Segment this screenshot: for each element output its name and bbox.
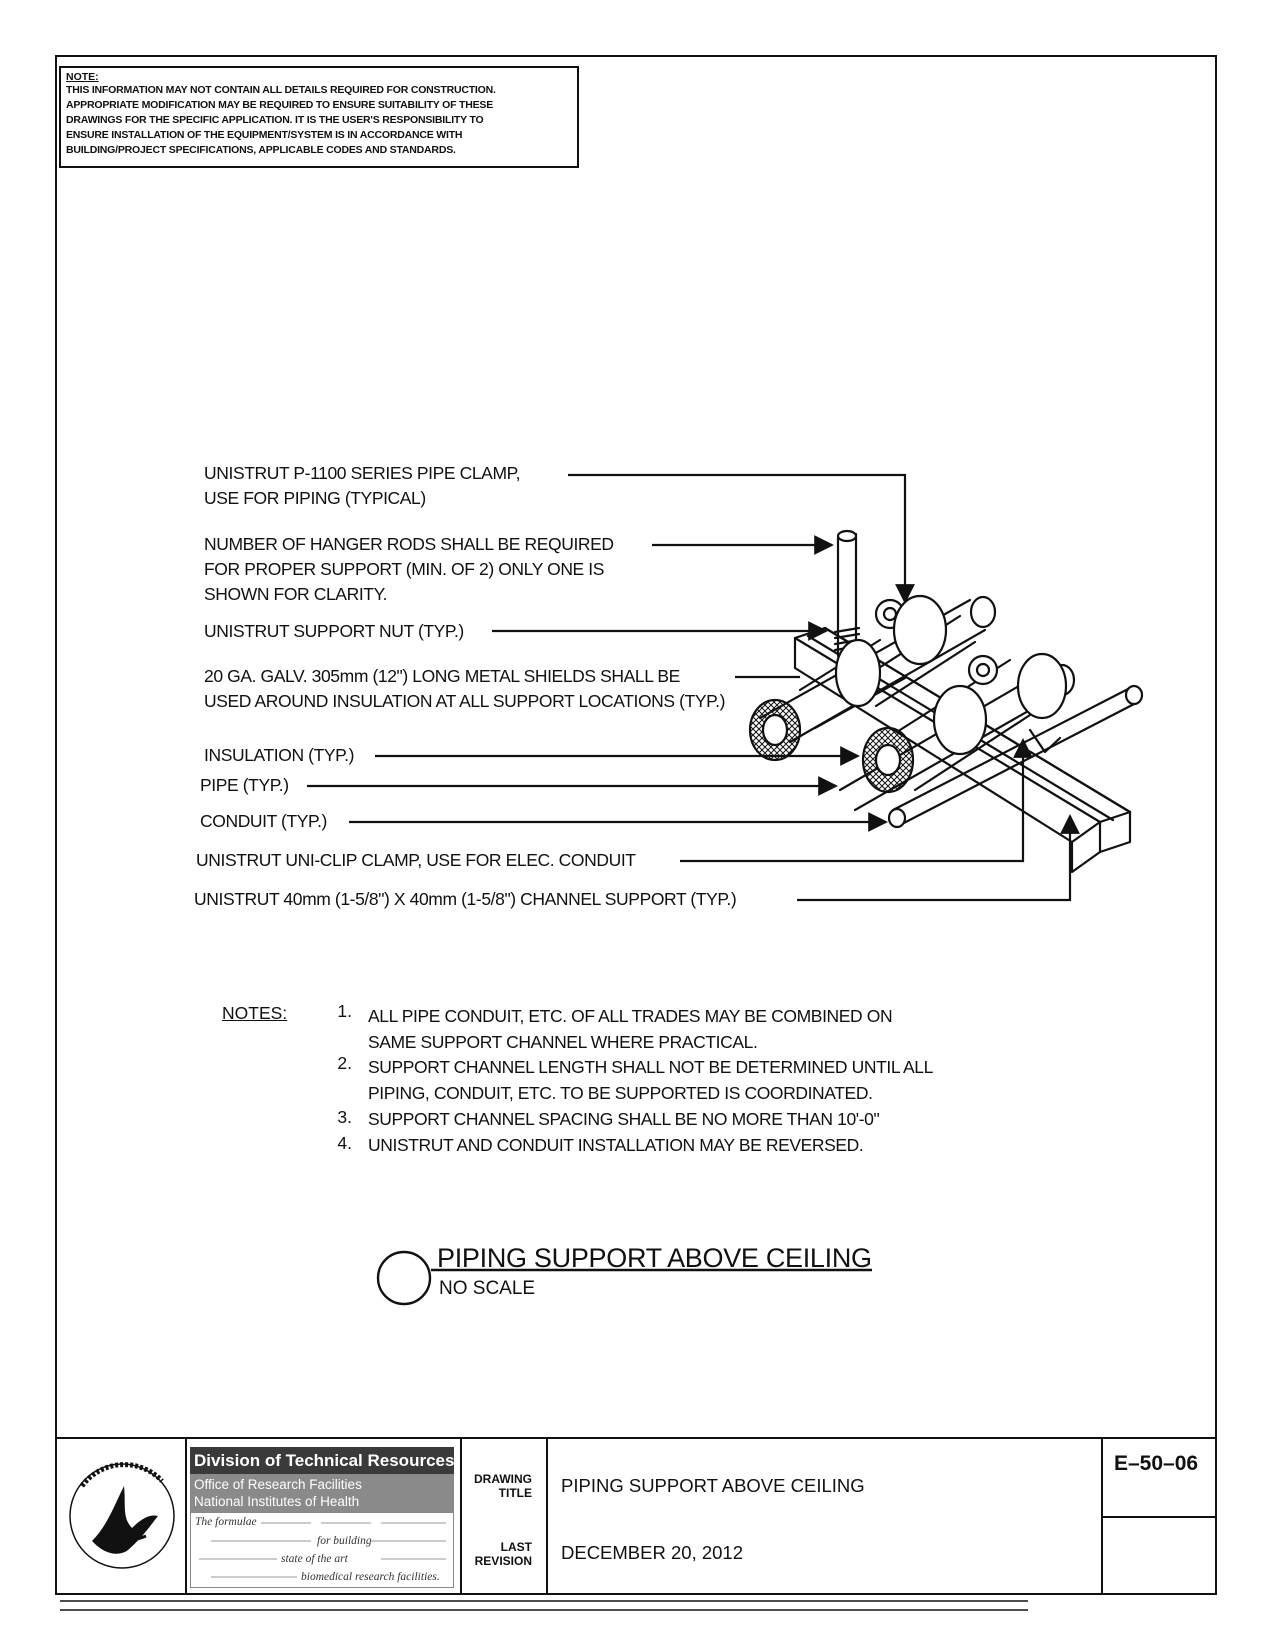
org-name: Division of Technical Resources	[190, 1447, 454, 1474]
note-text: SUPPORT CHANNEL LENGTH SHALL NOT BE DETERMINED UNTIL ALL	[368, 1057, 933, 1077]
callout-hanger-rods-line2: FOR PROPER SUPPORT (MIN. OF 2) ONLY ONE IS	[204, 559, 605, 579]
callout-channel-support: UNISTRUT 40mm (1-5/8") X 40mm (1-5/8") CHANNEL SUPPORT (TYP.)	[194, 889, 737, 909]
note-text: SAME SUPPORT CHANNEL WHERE PRACTICAL.	[368, 1032, 758, 1052]
last-revision-label	[462, 1540, 532, 1568]
disclaimer-heading: NOTE:	[66, 71, 99, 83]
detail-number-circle	[378, 1252, 430, 1304]
revision-label-line: LAST	[500, 1540, 532, 1554]
formula-text: for building	[317, 1535, 372, 1547]
last-revision-value: DECEMBER 20, 2012	[561, 1542, 744, 1563]
bottom-strip	[60, 1601, 1028, 1610]
note-text: PIPING, CONDUIT, ETC. TO BE SUPPORTED IS COORDINATED.	[368, 1083, 873, 1103]
notes-heading: NOTES:	[222, 1003, 288, 1023]
callout-hanger-rods-line1: NUMBER OF HANGER RODS SHALL BE REQUIRED	[204, 534, 614, 554]
callout-metal-shields-line1: 20 GA. GALV. 305mm (12") LONG METAL SHIELDS SHALL BE	[204, 666, 680, 686]
callout-metal-shields-line2: USED AROUND INSULATION AT ALL SUPPORT LOCATIONS (TYP.)	[204, 691, 726, 711]
note-text: UNISTRUT AND CONDUIT INSTALLATION MAY BE REVERSED.	[368, 1135, 864, 1155]
formula-banner	[190, 1512, 454, 1588]
formula-scribble-icon	[191, 1513, 454, 1588]
callout-pipe: PIPE (TYP.)	[200, 775, 289, 795]
disclaimer-line: APPROPRIATE MODIFICATION MAY BE REQUIRED TO ENSURE SUITABILITY OF THESE	[66, 99, 494, 111]
callout-insulation: INSULATION (TYP.)	[204, 745, 355, 765]
formula-text: The formulae	[195, 1516, 257, 1528]
disclaimer-line: DRAWINGS FOR THE SPECIFIC APPLICATION. IT IS THE USER'S RESPONSIBILITY TO	[66, 114, 484, 126]
callout-support-nut: UNISTRUT SUPPORT NUT (TYP.)	[204, 621, 464, 641]
disclaimer-line: THIS INFORMATION MAY NOT CONTAIN ALL DETAILS REQUIRED FOR CONSTRUCTION.	[66, 84, 496, 96]
hanger-rod-shape	[835, 531, 859, 656]
callout-pipe-clamp-line1: UNISTRUT P-1100 SERIES PIPE CLAMP,	[204, 463, 521, 483]
leader-uni-clip	[680, 740, 1023, 861]
callout-hanger-rods-line3: SHOWN FOR CLARITY.	[204, 584, 388, 604]
note-number: 2.	[337, 1053, 352, 1073]
disclaimer-line: BUILDING/PROJECT SPECIFICATIONS, APPLICABLE CODES AND STANDARDS.	[66, 144, 456, 156]
callout-conduit: CONDUIT (TYP.)	[200, 811, 327, 831]
disclaimer-line: ENSURE INSTALLATION OF THE EQUIPMENT/SYSTEM IS IN ACCORDANCE WITH	[66, 129, 463, 141]
formula-text: state of the art	[281, 1553, 348, 1565]
org-office: Office of Research Facilities	[194, 1477, 362, 1492]
formula-text: biomedical research facilities.	[301, 1571, 440, 1583]
drawing-label-line: TITLE	[498, 1486, 532, 1500]
note-text: ALL PIPE CONDUIT, ETC. OF ALL TRADES MAY BE COMBINED ON	[368, 1006, 893, 1026]
leader-channel-support	[797, 816, 1070, 900]
org-subtitle	[190, 1474, 454, 1512]
drawing-title-value: PIPING SUPPORT ABOVE CEILING	[561, 1475, 865, 1496]
note-number: 4.	[337, 1133, 352, 1153]
note-text: SUPPORT CHANNEL SPACING SHALL BE NO MORE THAN 10'-0"	[368, 1109, 880, 1129]
note-number: 1.	[337, 1001, 352, 1021]
callout-pipe-clamp-line2: USE FOR PIPING (TYPICAL)	[204, 488, 426, 508]
note-number: 3.	[337, 1107, 352, 1127]
drawing-title-label	[462, 1472, 532, 1500]
detail-scale: NO SCALE	[439, 1278, 536, 1299]
drawing-label-line: DRAWING	[474, 1472, 532, 1486]
hhs-seal-icon	[62, 1446, 182, 1586]
org-institute: National Institutes of Health	[194, 1494, 360, 1509]
callout-uni-clip: UNISTRUT UNI-CLIP CLAMP, USE FOR ELEC. CONDUIT	[196, 850, 636, 870]
sheet-number: E–50–06	[1114, 1452, 1199, 1475]
revision-label-line: REVISION	[474, 1554, 532, 1568]
detail-title: PIPING SUPPORT ABOVE CEILING	[437, 1243, 872, 1273]
